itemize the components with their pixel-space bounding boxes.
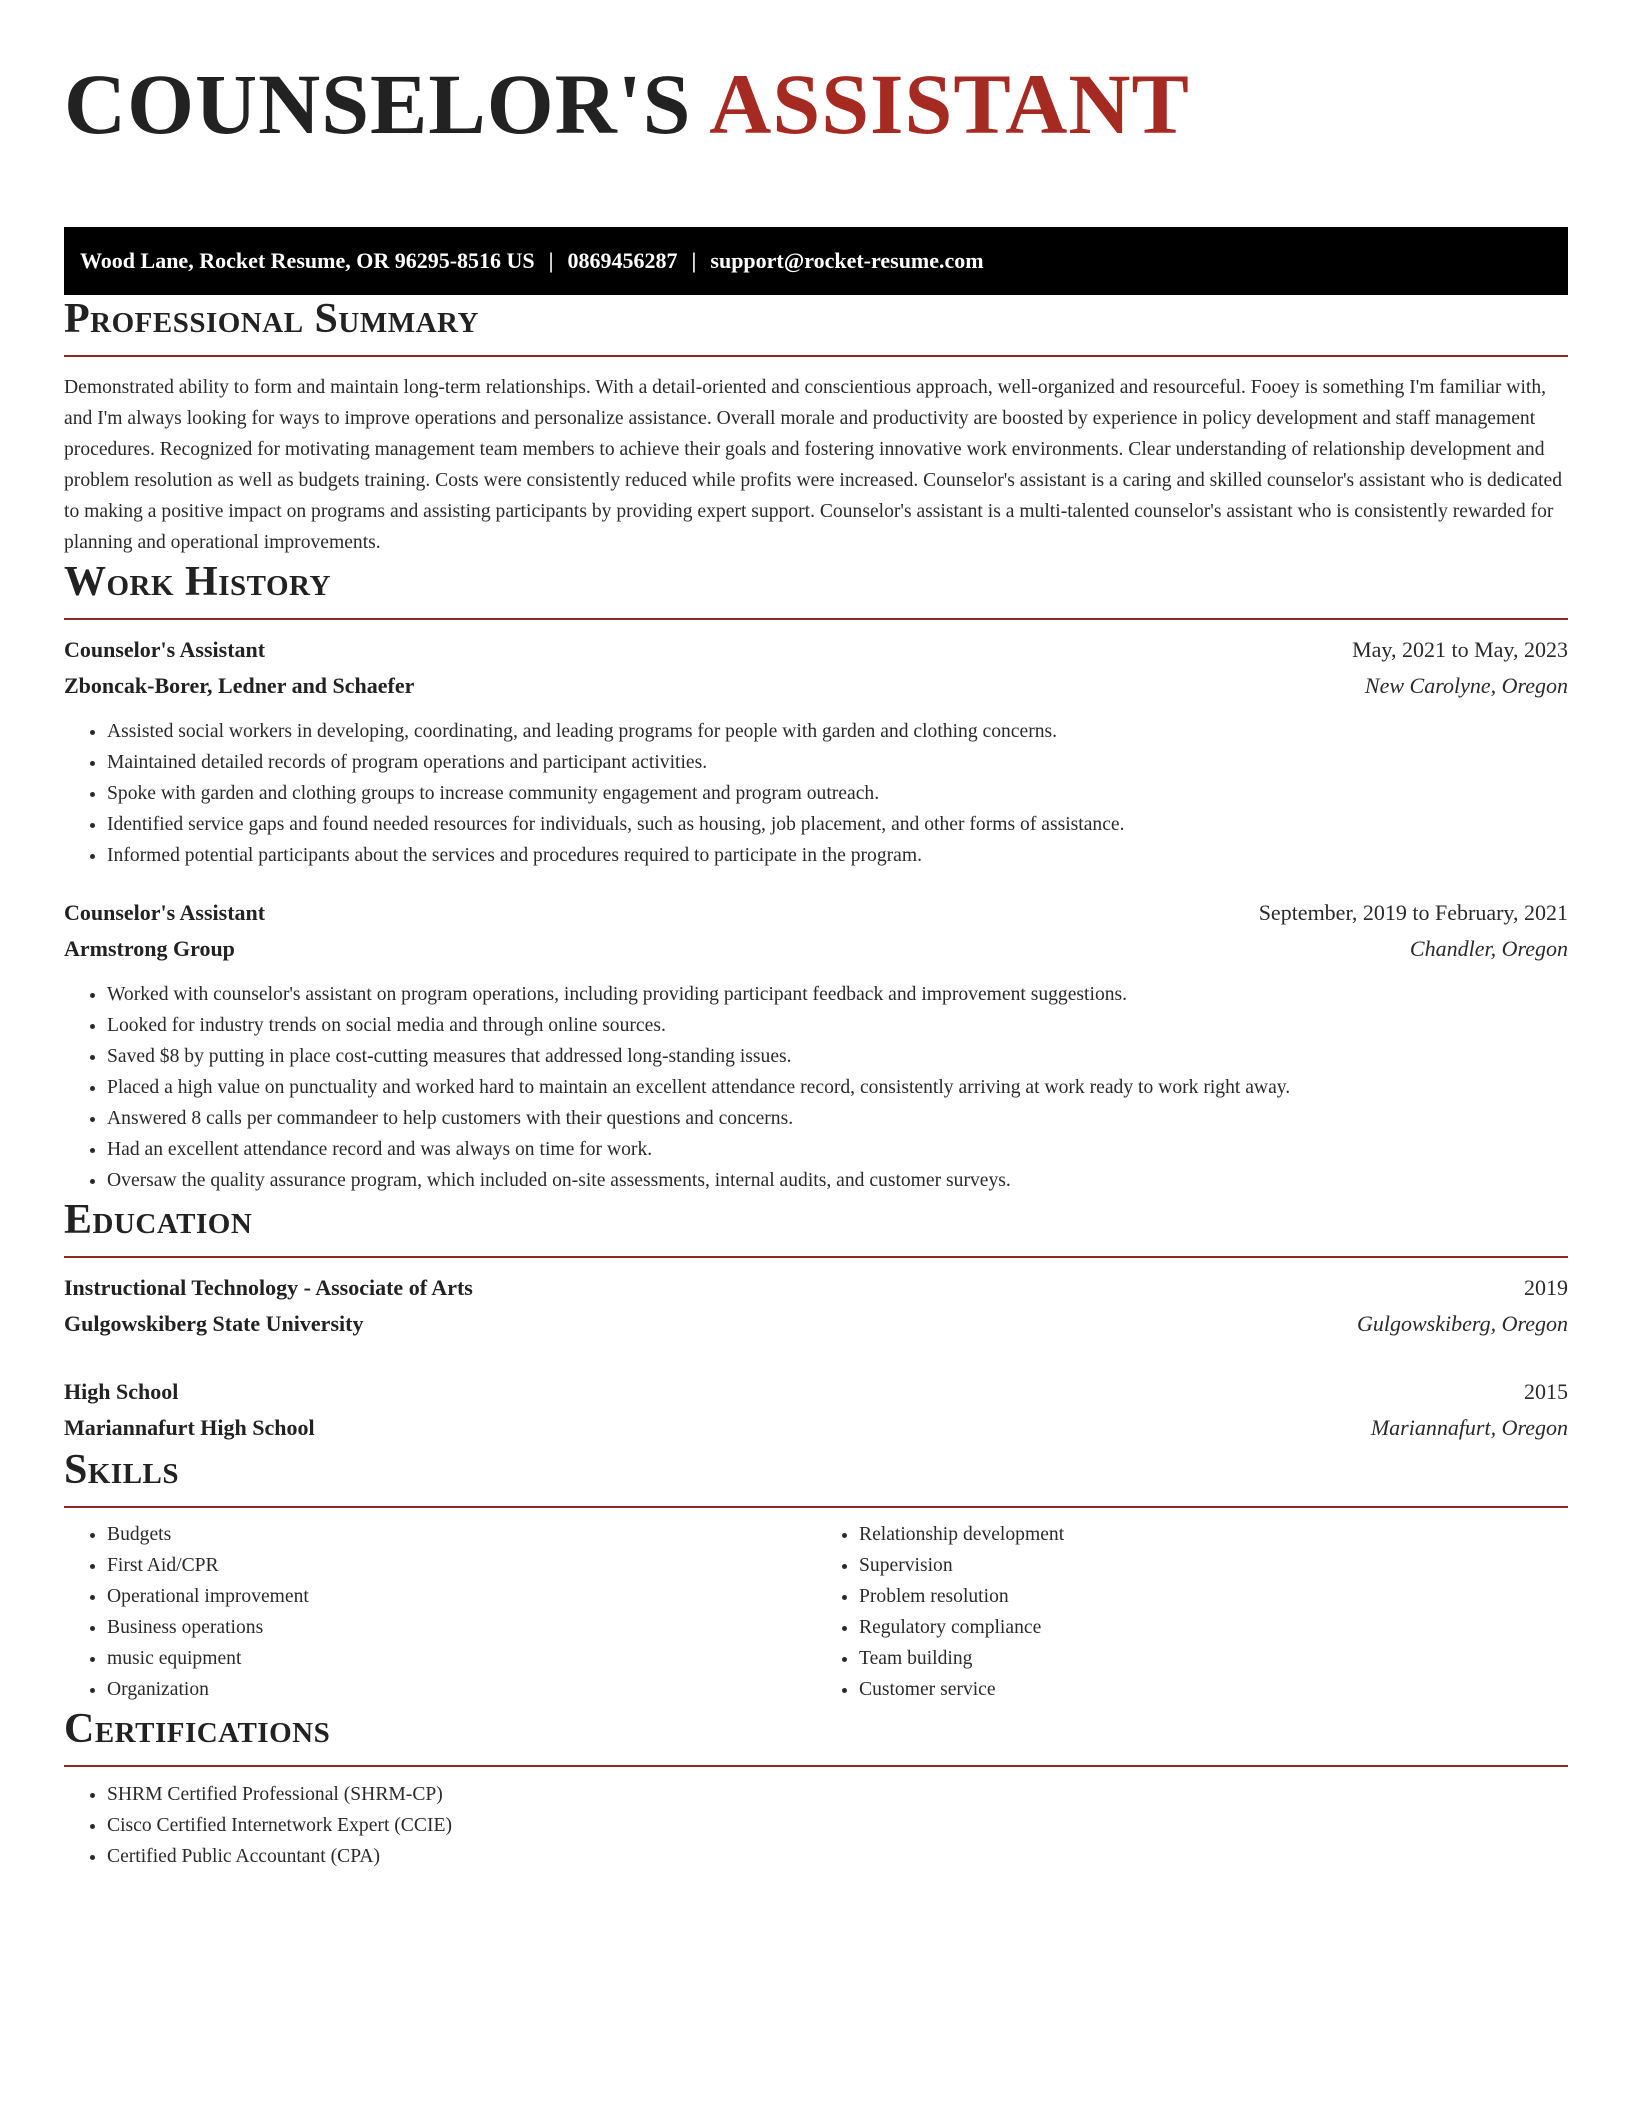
contact-separator: | <box>691 248 697 273</box>
education-school: Gulgowskiberg State University <box>64 1311 364 1336</box>
job-dates: September, 2019 to February, 2021 <box>1258 900 1568 925</box>
skills-list-left <box>64 1519 816 1705</box>
education-location: Gulgowskiberg, Oregon <box>1356 1311 1568 1336</box>
job-bullet: • Saved $8 by putting in place cost-cutting measures that addressed long-standing issues. <box>107 1041 1568 1072</box>
job-bullets <box>64 716 1568 871</box>
education-entry <box>64 1374 1568 1446</box>
job-company: Armstrong Group <box>64 936 235 961</box>
education-location: Mariannafurt, Oregon <box>1370 1415 1568 1440</box>
name-first: COUNSELOR'S <box>64 56 692 152</box>
skill-item: • Team building <box>859 1643 1568 1674</box>
job-location: New Carolyne, Oregon <box>1364 673 1568 698</box>
skill-item: • Organization <box>107 1674 816 1705</box>
skills-heading: Skills <box>64 1446 1568 1508</box>
skill-item: • Problem resolution <box>859 1581 1568 1612</box>
skill-item: • First Aid/CPR <box>107 1550 816 1581</box>
name-second: ASSISTANT <box>709 56 1190 152</box>
job-bullet: • Had an excellent attendance record and was always on time for work. <box>107 1134 1568 1165</box>
job-header-row <box>64 895 1568 931</box>
summary-text: Demonstrated ability to form and maintain long-term relationships. With a detail-oriented and conscientious approach, well-organized and resourceful. Fooey is something I'm familiar with, and I'm always looking for ways to improve operations and personalize assistance. Overall morale and productivity are boosted by experience in policy development and staff management procedures. Recognized for motivating management team members to achieve their goals and fostering innovative work environments. Clear understanding of relationship development and problem resolution as well as budgets training. Costs were consistently reduced while profits were increased. Counselor's assistant is a caring and skilled counselor's assistant who is dedicated to making a positive impact on programs and assisting participants by providing expert support. Counselor's assistant is a multi-talented counselor's assistant who is consistently rewarded for planning and operational improvements. <box>64 377 1563 553</box>
education-degree-row <box>64 1374 1568 1410</box>
skill-item: • Regulatory compliance <box>859 1612 1568 1643</box>
job-bullet: • Answered 8 calls per commandeer to help customers with their questions and concerns. <box>107 1103 1568 1134</box>
contact-address: Wood Lane, Rocket Resume, OR 96295-8516 US <box>80 248 535 273</box>
job-bullet: • Maintained detailed records of program operations and participant activities. <box>107 747 1568 778</box>
skill-item: • Budgets <box>107 1519 816 1550</box>
certification-item: • Certified Public Accountant (CPA) <box>107 1841 1568 1872</box>
contact-separator: | <box>548 248 554 273</box>
education-entry <box>64 1270 1568 1342</box>
job-bullets <box>64 979 1568 1196</box>
education-school-row <box>64 1410 1568 1446</box>
job-entry <box>64 895 1568 1196</box>
job-company: Zboncak-Borer, Ledner and Schaefer <box>64 673 415 698</box>
work-history-heading: Work History <box>64 558 1568 620</box>
skills-columns <box>64 1519 1568 1705</box>
job-bullet: • Informed potential participants about the services and procedures required to participate in the program. <box>107 840 1568 871</box>
job-entry <box>64 632 1568 871</box>
contact-email[interactable]: support@rocket-resume.com <box>710 248 984 273</box>
contact-phone: 0869456287 <box>567 248 678 273</box>
job-bullet: • Assisted social workers in developing, coordinating, and leading programs for people with garden and clothing concerns. <box>107 716 1568 747</box>
education-heading: Education <box>64 1196 1568 1258</box>
contact-bar <box>64 227 1568 295</box>
job-role: Counselor's Assistant <box>64 900 266 925</box>
skill-item: • Operational improvement <box>107 1581 816 1612</box>
certifications-heading: Certifications <box>64 1705 1568 1767</box>
education-year: 2019 <box>1524 1275 1568 1300</box>
job-header-row <box>64 632 1568 668</box>
job-bullet: • Worked with counselor's assistant on program operations, including providing participant feedback and improvement suggestions. <box>107 979 1568 1010</box>
job-location: Chandler, Oregon <box>1409 936 1568 961</box>
education-year: 2015 <box>1524 1379 1568 1404</box>
certification-item: • SHRM Certified Professional (SHRM-CP) <box>107 1779 1568 1810</box>
resume-name <box>64 52 1568 172</box>
job-company-row <box>64 931 1568 967</box>
skill-item: • Supervision <box>859 1550 1568 1581</box>
education-degree: Instructional Technology - Associate of Arts <box>64 1275 473 1300</box>
skills-list-right <box>816 1519 1568 1705</box>
education-school-row <box>64 1306 1568 1342</box>
job-company-row <box>64 668 1568 704</box>
job-bullet: • Oversaw the quality assurance program, which included on-site assessments, internal audits, and customer surveys. <box>107 1165 1568 1196</box>
certifications-list <box>64 1779 1568 1872</box>
job-dates: May, 2021 to May, 2023 <box>1352 637 1568 662</box>
job-bullet: • Placed a high value on punctuality and worked hard to maintain an excellent attendance record, consistently arriving at work ready to work right away. <box>107 1072 1568 1103</box>
job-role: Counselor's Assistant <box>64 637 266 662</box>
certification-item: • Cisco Certified Internetwork Expert (CCIE) <box>107 1810 1568 1841</box>
summary-heading: Professional Summary <box>64 295 1568 357</box>
skill-item: • Relationship development <box>859 1519 1568 1550</box>
education-school: Mariannafurt High School <box>64 1415 315 1440</box>
skill-item: • music equipment <box>107 1643 816 1674</box>
job-bullet: • Identified service gaps and found needed resources for individuals, such as housing, job placement, and other forms of assistance. <box>107 809 1568 840</box>
job-bullet: • Looked for industry trends on social media and through online sources. <box>107 1010 1568 1041</box>
job-bullet: • Spoke with garden and clothing groups to increase community engagement and program outreach. <box>107 778 1568 809</box>
skill-item: • Business operations <box>107 1612 816 1643</box>
education-degree-row <box>64 1270 1568 1306</box>
education-degree: High School <box>64 1379 179 1404</box>
skill-item: • Customer service <box>859 1674 1568 1705</box>
